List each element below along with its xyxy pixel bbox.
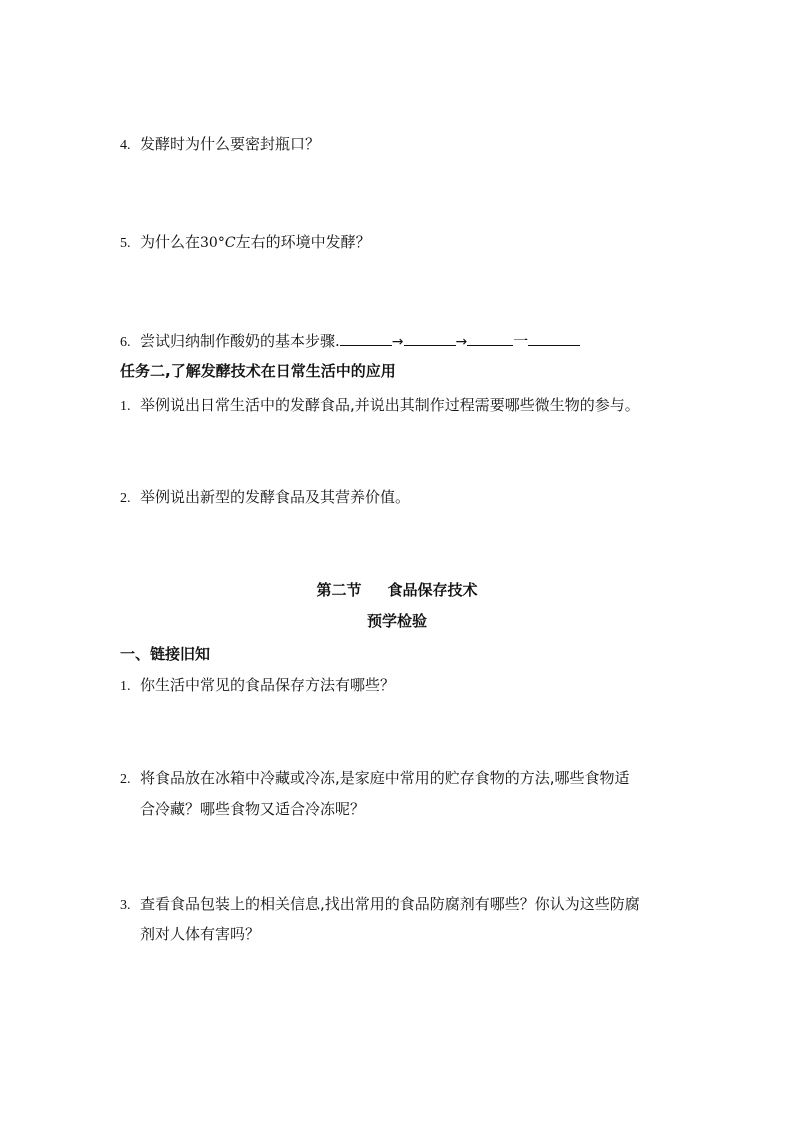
- arrow-1: →: [391, 334, 404, 350]
- dash-connector: 一: [513, 332, 529, 350]
- section2-question-3-continued: 剂对人体有害吗？: [140, 925, 261, 943]
- temperature-value: [200, 235, 236, 251]
- question-number: 1.: [120, 679, 131, 694]
- question-number: 2.: [120, 772, 131, 787]
- question-5: [120, 231, 371, 255]
- answer-blank-3[interactable]: [467, 331, 513, 346]
- question-text: 尝试归纳制作酸奶的基本步骤.: [140, 332, 340, 350]
- question-number: 2.: [120, 491, 131, 506]
- answer-blank-4[interactable]: [528, 331, 580, 346]
- question-text: 你生活中常见的食品保存方法有哪些？: [140, 676, 396, 694]
- answer-blank-2[interactable]: [404, 331, 456, 346]
- question-number: 3.: [120, 898, 131, 913]
- question-number: 6.: [120, 335, 131, 350]
- section-subtitle: 预学检验: [366, 612, 427, 630]
- section-name: 食品保存技术: [387, 581, 478, 599]
- task2-question-2: [120, 486, 410, 510]
- question-text-line-1: 查看食品包装上的相关信息,找出常用的食品防腐剂有哪些？你认为这些防腐: [140, 895, 640, 913]
- section-number: 第二节: [316, 581, 362, 599]
- question-4: [120, 133, 320, 157]
- question-text: 举例说出日常生活中的发酵食品,并说出其制作过程需要哪些微生物的参与。: [140, 396, 640, 414]
- question-text-pre: 为什么在: [140, 233, 201, 251]
- answer-blank-1[interactable]: [340, 331, 392, 346]
- section2-question-2-continued: 合冷藏？哪些食物又适合冷冻呢？: [140, 800, 366, 818]
- task2-question-1: [120, 394, 640, 418]
- question-6: [120, 330, 580, 354]
- section2-question-1: [120, 674, 395, 698]
- temperature-unit: C: [224, 235, 236, 251]
- temperature-number: 30°: [200, 235, 225, 251]
- question-text: 发酵时为什么要密封瓶口？: [140, 135, 321, 153]
- question-number: 1.: [120, 399, 131, 414]
- question-text-post: 左右的环境中发酵？: [235, 233, 371, 251]
- section-title: [0, 579, 794, 601]
- part1-heading: 一、链接旧知: [120, 645, 211, 663]
- arrow-2: →: [455, 334, 468, 350]
- question-number: 5.: [120, 236, 131, 251]
- section2-question-2: [120, 767, 630, 791]
- task2-heading: 任务二,了解发酵技术在日常生活中的应用: [120, 362, 396, 380]
- question-number: 4.: [120, 138, 131, 153]
- question-text: 举例说出新型的发酵食品及其营养价值。: [140, 488, 411, 506]
- question-text-line-1: 将食品放在冰箱中冷藏或冷冻,是家庭中常用的贮存食物的方法,哪些食物适: [140, 769, 630, 787]
- section2-question-3: [120, 893, 640, 917]
